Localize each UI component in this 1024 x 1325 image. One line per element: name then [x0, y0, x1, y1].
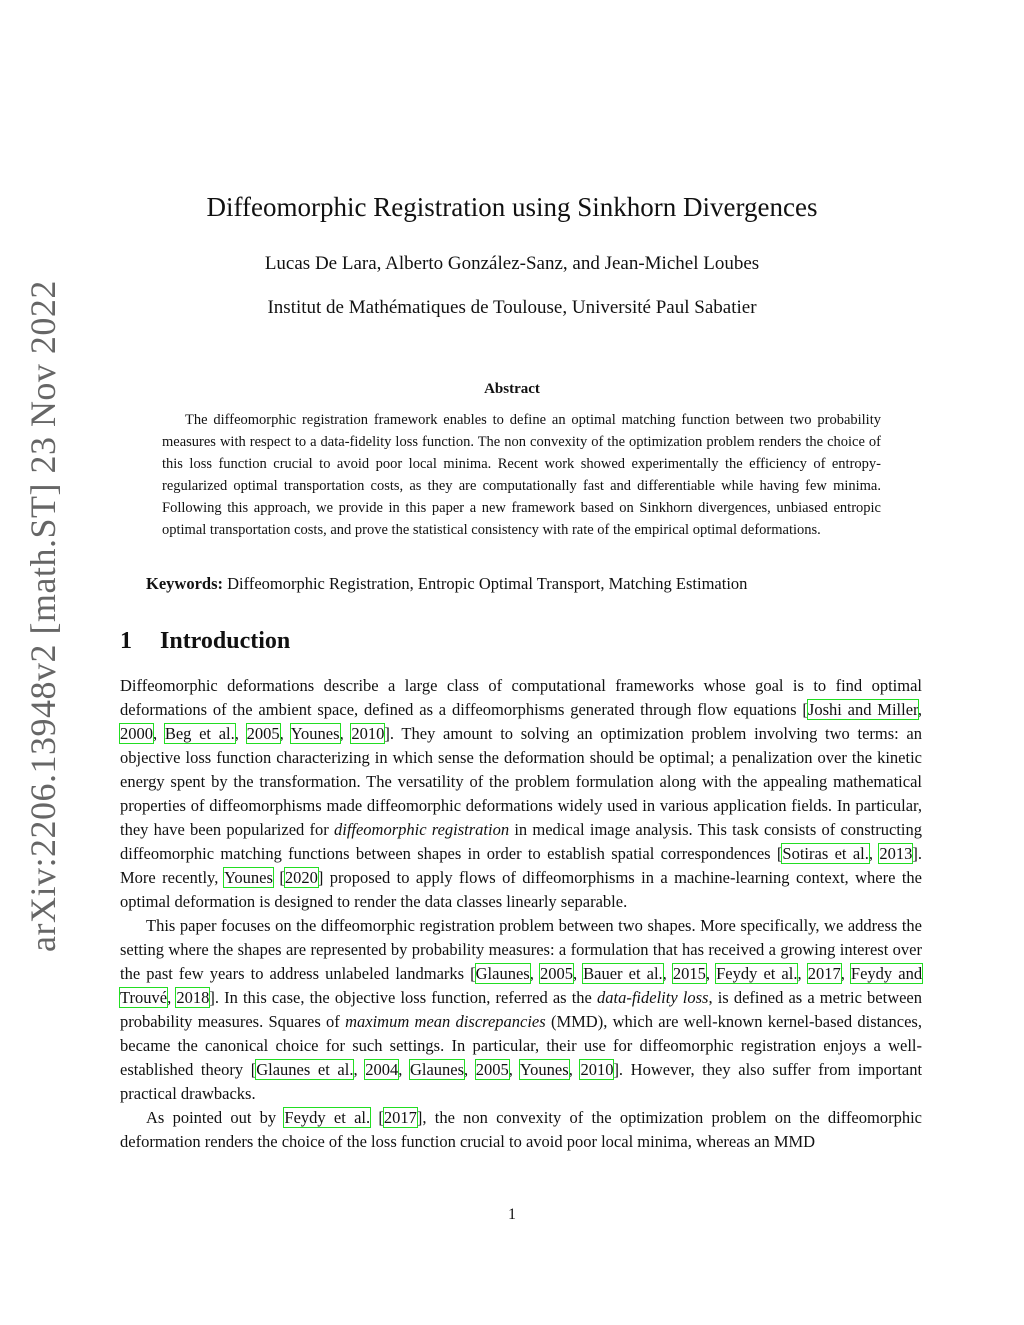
paragraph-3: As pointed out by Feydy et al. [2017], the non convexity of the optimization problem on the diffeomorphic deformation renders the choice of the loss function crucial to avoid poor local minima, whereas an MMD [120, 1108, 922, 1151]
keywords-text: Diffeomorphic Registration, Entropic Optimal Transport, Matching Estimation [227, 574, 748, 593]
citation-link[interactable]: 2005 [539, 964, 573, 983]
citation-link[interactable]: Glaunes et al. [256, 1060, 354, 1079]
affiliation: Institut de Mathématiques de Toulouse, Université Paul Sabatier [267, 297, 757, 318]
paper-title: Diffeomorphic Registration using Sinkhorn Divergences [206, 192, 818, 222]
emphasis: data-fidelity loss [597, 988, 709, 1007]
section-title: Introduction [160, 628, 291, 654]
citation-link[interactable]: 2018 [176, 988, 210, 1007]
keywords [146, 574, 747, 594]
citation-link[interactable]: Glaunes [475, 964, 530, 983]
arxiv-identifier-stamp: arXiv:2206.13948v2 [math.ST] 23 Nov 2022 [23, 280, 63, 952]
page-number: 1 [508, 1206, 516, 1223]
section-number: 1 [120, 628, 132, 654]
citation-link[interactable]: 2000 [120, 724, 153, 743]
author-list: Lucas De Lara, Alberto González-Sanz, and Jean-Michel Loubes [264, 253, 760, 274]
citation-link[interactable]: Glaunes [409, 1060, 465, 1079]
section-heading [120, 628, 290, 655]
paragraph-1: Diffeomorphic deformations describe a large class of computational frameworks whose goal is to find optimal deformations of the ambient space, defined as a diffeomorphisms generated through flow equations [Joshi and Miller, 2000, Beg et al., 2005, Younes, 2010]. They amount to solving an optimization problem involving two terms: an objective loss function characterizing in which sense the deformation should be optimal; a penalization over the kinetic energy spent by the transformation. The versatility of the problem formulation along with the appealing mathematical properties of diffeomorphisms made diffeomorphic deformations widely used in various application fields. In particular, they have been popularized for diffeomorphic registration in medical image analysis. This task consists of constructing diffeomorphic matching functions between shapes in order to establish spatial correspondences [Sotiras et al., 2013]. More recently, Younes [2020] proposed to apply flows of diffeomorphisms in a machine-learning context, where the optimal deformation is designed to render the data classes linearly separable. [120, 676, 923, 911]
citation-link[interactable]: Feydy and Trouvé [120, 964, 923, 1007]
keywords-label: Keywords: [146, 574, 223, 593]
citation-link[interactable]: 2004 [365, 1060, 399, 1079]
emphasis: maximum mean discrepancies [345, 1012, 546, 1031]
citation-link[interactable]: 2005 [475, 1060, 509, 1079]
citation-link[interactable]: 2015 [672, 964, 706, 983]
citation-link[interactable]: Younes [224, 868, 273, 887]
citation-link[interactable]: 2005 [246, 724, 280, 743]
citation-link[interactable]: Younes [519, 1060, 569, 1079]
citation-link[interactable]: Beg et al. [164, 724, 235, 743]
body-text [120, 674, 922, 1154]
citation-link[interactable]: Younes [290, 724, 340, 743]
citation-link[interactable]: 2017 [383, 1108, 417, 1127]
citation-link[interactable]: 2020 [284, 868, 318, 887]
abstract-heading: Abstract [484, 381, 540, 397]
abstract-text: The diffeomorphic registration framework enables to define an optimal matching function between two probability measures with respect to a data-fidelity loss function. The non convexity of the optimization problem renders the choice of this loss function crucial to avoid poor local minima. Recent work showed experimentally the efficiency of entropy-regularized optimal transportation costs, as they are computationally fast and differentiable while having few minima. Following this approach, we provide in this paper a new framework based on Sinkhorn divergences, unbiased entropic optimal transportation costs, and prove the statistical consistency with rate of the empirical optimal deformations. [162, 412, 881, 538]
citation-link[interactable]: 2010 [351, 724, 385, 743]
citation-link[interactable]: Feydy et al. [716, 964, 798, 983]
citation-link[interactable]: 2017 [807, 964, 841, 983]
emphasis: diffeomorphic registration [333, 820, 510, 839]
citation-link[interactable]: 2013 [879, 844, 913, 863]
citation-link[interactable]: Bauer et al. [583, 964, 663, 983]
citation-link[interactable]: Sotiras et al. [782, 844, 869, 863]
citation-link[interactable]: Joshi and Miller [807, 700, 918, 719]
paragraph-2: This paper focuses on the diffeomorphic registration problem between two shapes. More specifically, we address the setting where the shapes are represented by probability measures: a formulation that has received a growing interest over the past few years to address unlabeled landmarks [Glaunes, 2005, Bauer et al., 2015, Feydy et al., 2017, Feydy and Trouvé, 2018]. In this case, the objective loss function, referred as the data-fidelity loss, is defined as a metric between probability measures. Squares of maximum mean discrepancies (MMD), which are well-known kernel-based distances, became the canonical choice for such settings. In particular, their use for diffeomorphic registration enjoys a well-established theory [Glaunes et al., 2004, Glaunes, 2005, Younes, 2010]. However, they also suffer from important practical drawbacks. [120, 916, 923, 1103]
citation-link[interactable]: Feydy et al. [284, 1108, 371, 1127]
citation-link[interactable]: 2010 [580, 1060, 614, 1079]
